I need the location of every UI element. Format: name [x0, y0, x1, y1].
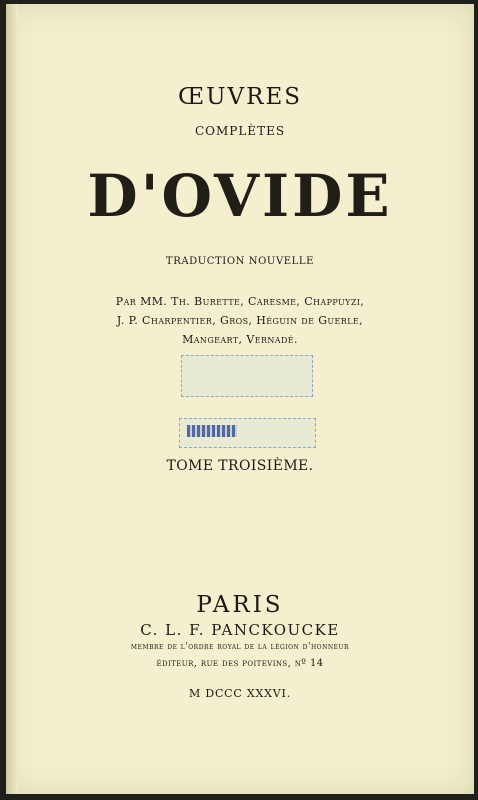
publisher-membership: membre de l'ordre royal de la légion d'honneur [130, 642, 350, 652]
subtitle-traduction: TRADUCTION NOUVELLE [165, 256, 315, 267]
stamp-ink-mark [187, 425, 237, 437]
title-completes: COMPLÈTES [194, 124, 286, 138]
imprint-year: M DCCC XXXVI. [188, 687, 291, 700]
page-gutter [6, 4, 18, 794]
authors-line-2: J. P. Charpentier, Gros, Héguin de Guerle, [116, 314, 364, 327]
title-oeuvres: ŒUVRES [177, 84, 302, 110]
imprint-city: PARIS [196, 592, 284, 618]
publisher-address: éditeur, rue des poitevins, nº 14 [156, 658, 324, 669]
library-stamp-upper [181, 355, 313, 397]
imprint-publisher: C. L. F. PANCKOUCKE [140, 621, 340, 639]
title-page [6, 4, 474, 794]
volume-label: TOME TROISIÈME. [166, 458, 314, 474]
authors-line-1: Par MM. Th. Burette, Caresme, Chappuyzi, [115, 295, 365, 308]
title-dovide: D'OVIDE [87, 162, 393, 230]
authors-line-3: Mangeart, Vernadé. [182, 333, 298, 346]
